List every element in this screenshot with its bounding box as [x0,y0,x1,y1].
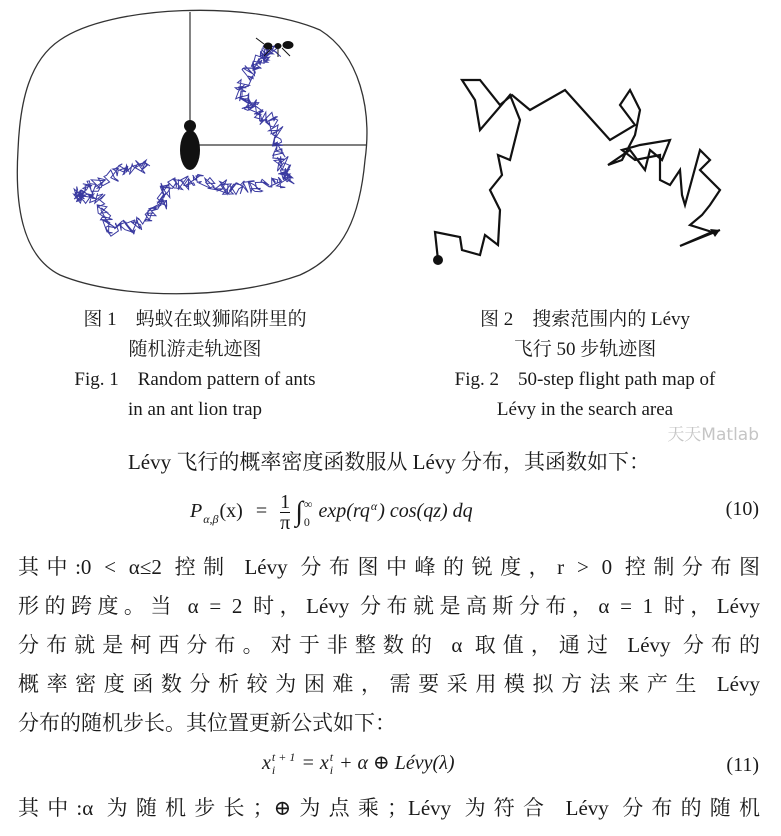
antlion-icon [180,130,200,170]
caption-cn-line: 图 1 蚂蚁在蚁狮陷阱里的 [83,309,307,330]
equation-11-number: (11) [726,754,759,776]
paragraph-line: 分布就是柯西分布。对于非整数的 α 取值，通过 Lévy 分布的 [18,633,760,657]
caption-cn-line: 随机游走轨迹图 [128,339,262,360]
figure-2-caption [390,305,780,425]
caption-en-line: Fig. 1 Random pattern of ants [74,369,316,390]
levy-flight-path [435,80,720,260]
paragraph-line: 其中:0 < α≤2 控制 Lévy 分布图中峰的锐度，r > 0 控制分布图 [18,555,760,579]
paragraph-line: 分布的随机步长。其位置更新公式如下： [18,711,396,735]
paragraph-line: 形的跨度。当 α = 2 时，Lévy 分布就是高斯分布，α = 1 时，Lévy [18,594,760,618]
flight-start-point [433,255,443,265]
figure-1-caption [0,305,390,425]
caption-en-line: in an ant lion trap [127,399,263,420]
caption-en-line: Fig. 2 50-step flight path map of [454,369,716,390]
equation-10: P α,β (x) = $\frac{1}{\pi}$ ∫ ∞ 0 exp(rq α ) cos(qz) dq [190,491,473,534]
caption-cn-line: 飞行 50 步轨迹图 [513,339,657,360]
paragraph-line: 其中:α 为随机步长；⊕为点乘；Lévy 为符合 Lévy 分布的随机 [18,796,760,820]
figure-2-levy-flight [390,0,781,300]
caption-en-line: Lévy in the search area [496,399,674,420]
paragraph-line: 概率密度函数分析较为困难，需要采用模拟方法来产生 Lévy [18,672,760,696]
intro-text: Lévy 飞行的概率密度函数服从 Lévy 分布，其函数如下： [127,450,651,474]
watermark: 天天Matlab [667,425,759,445]
figure-1-antlion-trap [0,0,390,300]
equation-10-number: (10) [725,498,759,520]
equation-11: x t + 1 i = x t i + α ⊕ Lévy(λ) [262,750,455,778]
caption-cn-line: 图 2 搜索范围内的 Lévy [479,309,691,330]
